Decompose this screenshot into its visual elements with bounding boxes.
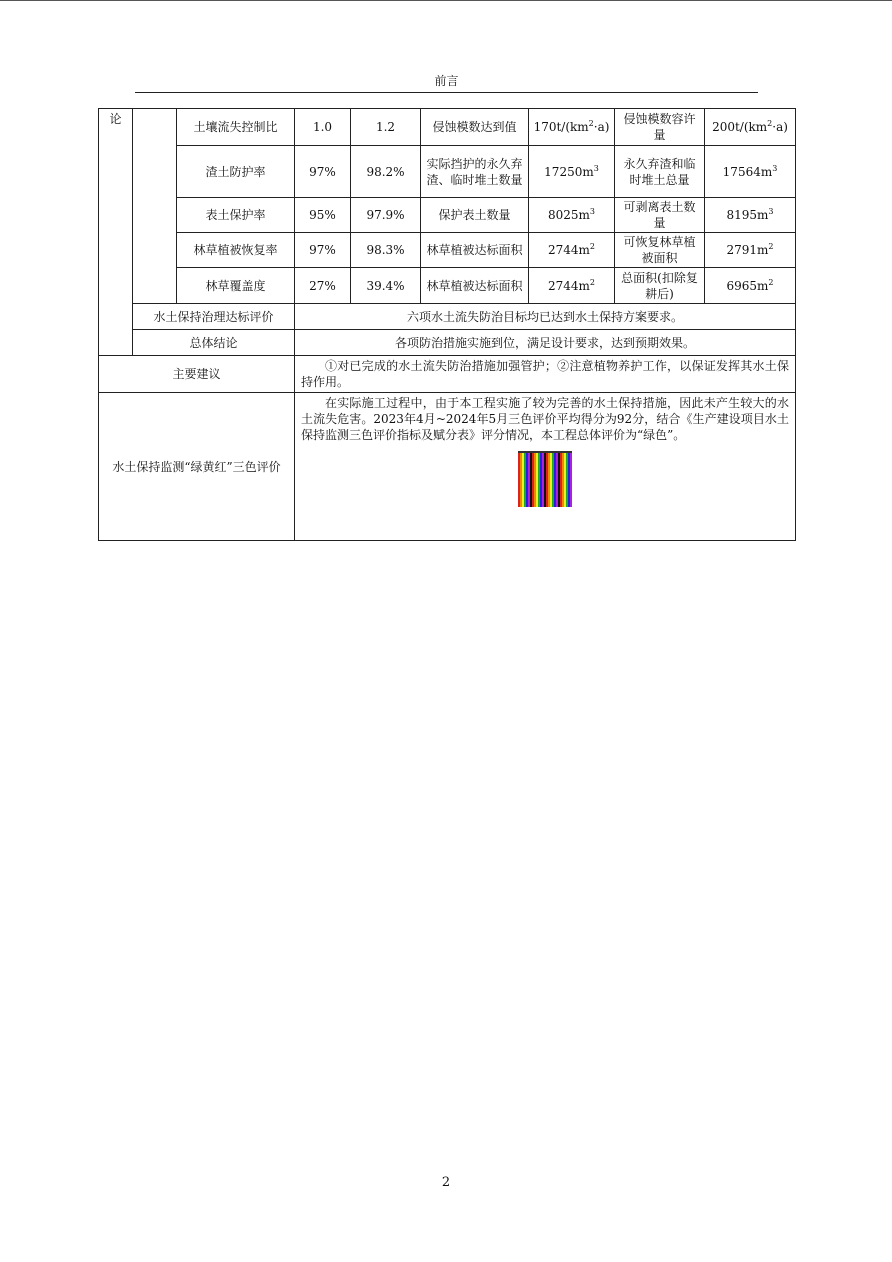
blank-cell [133,109,177,304]
suggestions-value: ①对已完成的水土流失防治措施加强管护；②注意植物养护工作，以保证发挥其水土保持作用。 [295,356,796,393]
basis-label: 林草植被达标面积 [421,233,529,268]
achieved-value: 98.2% [351,146,421,198]
basis-label: 实际挡护的永久弃渣、临时堆土数量 [421,146,529,198]
target-value: 95% [295,198,351,233]
page-header: 前言 [135,73,758,93]
basis-label: 林草植被达标面积 [421,268,529,304]
evaluation-value: 六项水土流失防治目标均已达到水土保持方案要求。 [295,304,796,330]
indicator-name: 林草覆盖度 [177,268,295,304]
section-label: 论 [99,109,133,356]
table-row [99,146,796,198]
target-value: 27% [295,268,351,304]
table-row [99,356,796,393]
basis-value: $2744m^2$ [529,233,615,268]
indicator-name: 土壤流失控制比 [177,109,295,146]
indicator-name: 表土保护率 [177,198,295,233]
achieved-value: 39.4% [351,268,421,304]
reference-label: 侵蚀模数容许量 [615,109,705,146]
overall-value: 各项防治措施实施到位，满足设计要求，达到预期效果。 [295,330,796,356]
reference-value: $8195m^3$ [705,198,796,233]
reference-value: $2791m^2$ [705,233,796,268]
three-color-value: 在实际施工过程中，由于本工程实施了较为完善的水土保持措施，因此未产生较大的水土流失危害。2023年4月~2024年5月三色评价平均得分为92分，结合《生产建设项目水土保持监测三色评价指标及赋分表》评分情况，本工程总体评价为“绿色”。 [295,393,796,541]
color-bar-image [518,451,572,507]
reference-label: 总面积(扣除复耕后) [615,268,705,304]
table-row [99,304,796,330]
basis-value: $2744m^2$ [529,268,615,304]
evaluation-label: 水土保持治理达标评价 [133,304,295,330]
basis-value: $17250m^3$ [529,146,615,198]
page-number: 2 [441,1175,451,1190]
table-row [99,109,796,146]
overall-label: 总体结论 [133,330,295,356]
reference-value: $200t/(km^2\cdot a)$ [705,109,796,146]
indicator-name: 林草植被恢复率 [177,233,295,268]
basis-value: $8025m^3$ [529,198,615,233]
basis-value: $170t/(km^2\cdot a)$ [529,109,615,146]
page-top-border [0,0,892,1]
basis-label: 保护表土数量 [421,198,529,233]
table-row [99,233,796,268]
suggestions-label: 主要建议 [99,356,295,393]
reference-label: 可恢复林草植被面积 [615,233,705,268]
achieved-value: 98.3% [351,233,421,268]
target-value: 1.0 [295,109,351,146]
reference-value: $6965m^2$ [705,268,796,304]
reference-label: 可剥离表土数量 [615,198,705,233]
table-row [99,330,796,356]
reference-label: 永久弃渣和临时堆土总量 [615,146,705,198]
basis-label: 侵蚀模数达到值 [421,109,529,146]
table-row [99,393,796,541]
target-value: 97% [295,233,351,268]
achieved-value: 1.2 [351,109,421,146]
target-value: 97% [295,146,351,198]
reference-value: $17564m^3$ [705,146,796,198]
table-row [99,268,796,304]
table-row [99,198,796,233]
indicator-table [98,108,796,541]
indicator-name: 渣土防护率 [177,146,295,198]
three-color-label: 水土保持监测“绿黄红”三色评价 [99,393,295,541]
achieved-value: 97.9% [351,198,421,233]
